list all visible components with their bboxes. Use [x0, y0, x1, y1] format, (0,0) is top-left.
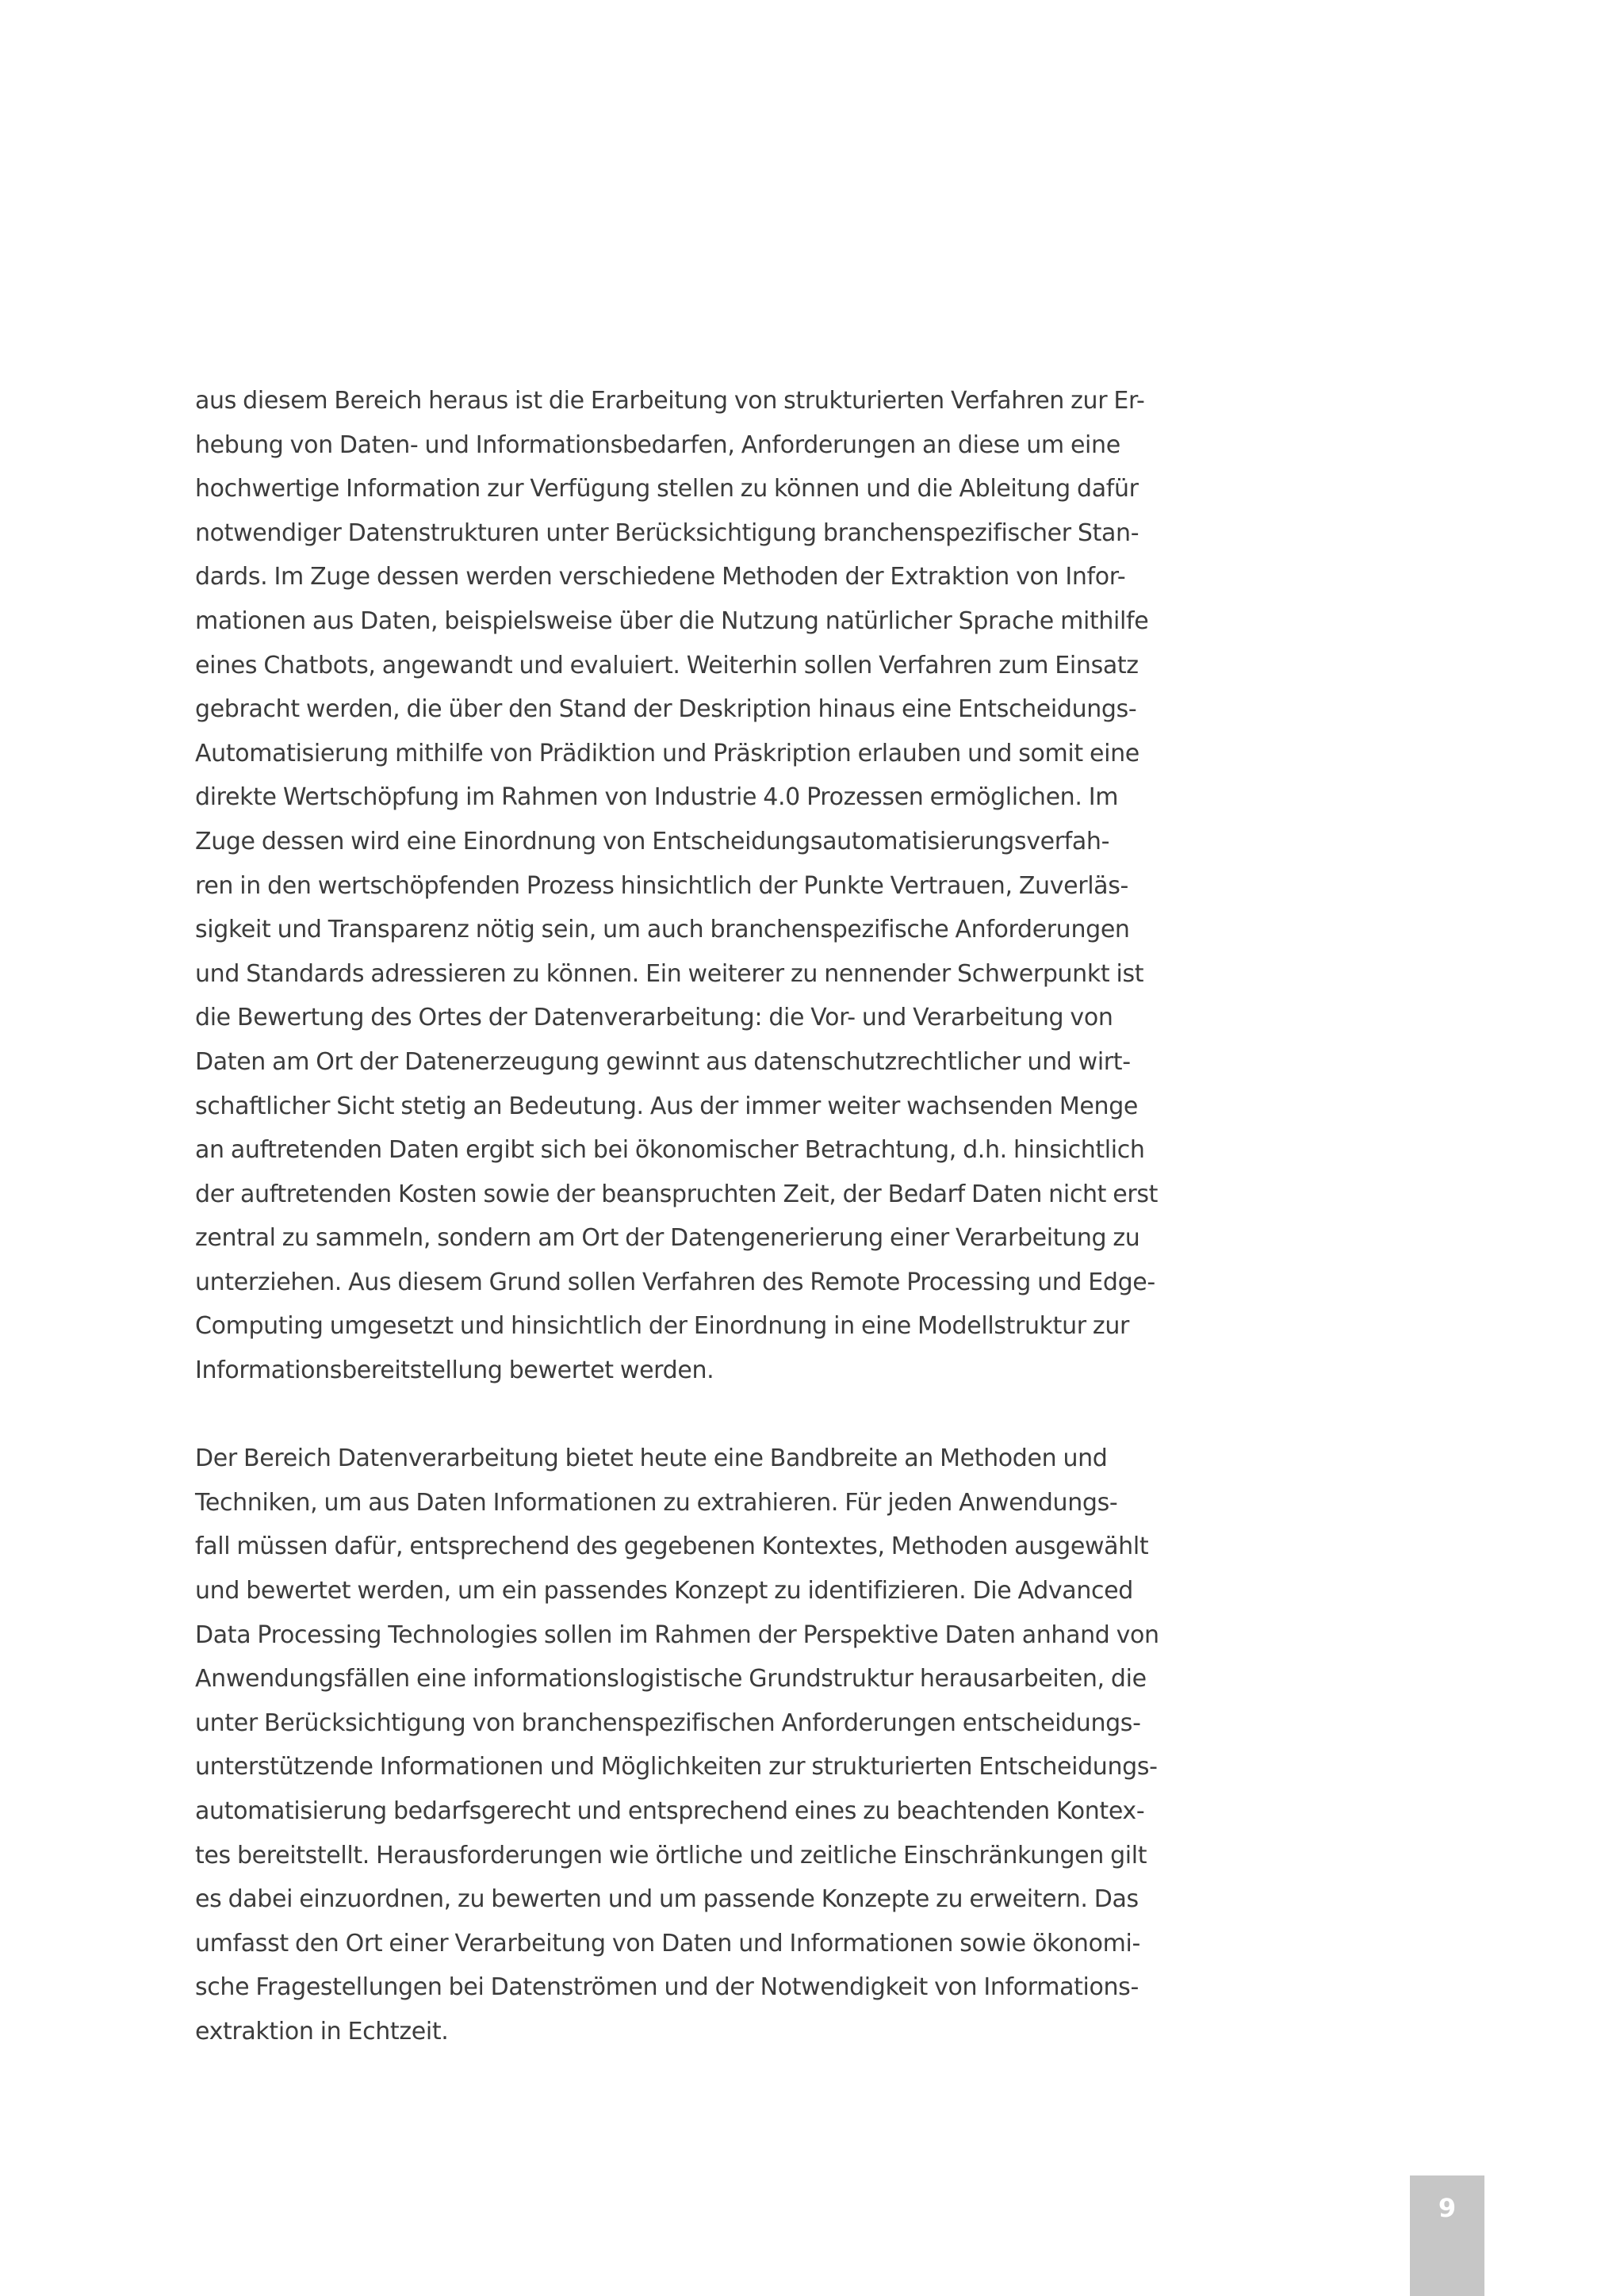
text-line: Automatisierung mithilfe von Prädiktion und Präskription erlauben und somit eine [195, 739, 1139, 767]
text-line: zentral zu sammeln, sondern am Ort der Datengenerierung einer Verarbeitung zu [195, 1224, 1140, 1253]
paragraph-1 [195, 379, 1218, 1393]
text-line: Zuge dessen wird eine Einordnung von Entscheidungsautomatisierungsverfah- [195, 827, 1110, 855]
text-line: unterstützende Informationen und Möglichkeiten zur strukturierten Entscheidungs- [195, 1753, 1158, 1781]
text-line: und Standards adressieren zu können. Ein weiterer zu nennender Schwerpunkt ist [195, 959, 1144, 988]
text-line: hebung von Daten- und Informationsbedarfen, Anforderungen an diese um eine [195, 430, 1120, 459]
text-line: die Bewertung des Ortes der Datenverarbeitung: die Vor- und Verarbeitung von [195, 1004, 1113, 1032]
text-line: Anwendungsfällen eine informationslogistische Grundstruktur herausarbeiten, die [195, 1665, 1147, 1693]
text-line: direkte Wertschöpfung im Rahmen von Industrie 4.0 Prozessen ermöglichen. Im [195, 783, 1119, 812]
text-line: aus diesem Bereich heraus ist die Erarbeitung von strukturierten Verfahren zur Er- [195, 387, 1145, 415]
text-line: unterziehen. Aus diesem Grund sollen Verfahren des Remote Processing und Edge- [195, 1268, 1155, 1296]
text-line: sche Fragestellungen bei Datenströmen und der Notwendigkeit von Informations- [195, 1973, 1139, 2002]
text-line: sigkeit und Transparenz nötig sein, um auch branchenspezifische Anforderungen [195, 916, 1130, 944]
text-line: Daten am Ort der Datenerzeugung gewinnt aus datenschutzrechtlicher und wirt- [195, 1047, 1131, 1076]
text-line: Data Processing Technologies sollen im Rahmen der Perspektive Daten anhand von [195, 1621, 1159, 1649]
text-line: eines Chatbots, angewandt und evaluiert. Weiterhin sollen Verfahren zum Einsatz [195, 651, 1139, 679]
text-line: mationen aus Daten, beispielsweise über die Nutzung natürlicher Sprache mithilfe [195, 607, 1149, 635]
text-line: an auftretenden Daten ergibt sich bei ökonomischer Betrachtung, d.h. hinsichtlich [195, 1136, 1145, 1165]
text-line: der auftretenden Kosten sowie der beanspruchten Zeit, der Bedarf Daten nicht erst [195, 1180, 1159, 1208]
paragraph-2 [195, 1437, 1218, 2053]
text-line: und bewertet werden, um ein passendes Konzept zu identifizieren. Die Advanced [195, 1577, 1133, 1605]
paragraph-spacer [195, 1393, 1218, 1437]
page-number-tab [1410, 2175, 1484, 2296]
text-line: ren in den wertschöpfenden Prozess hinsichtlich der Punkte Vertrauen, Zuverläs- [195, 871, 1128, 900]
text-line: Computing umgesetzt und hinsichtlich der Einordnung in eine Modellstruktur zur [195, 1312, 1129, 1341]
text-line: hochwertige Information zur Verfügung stellen zu können und die Ableitung dafür [195, 475, 1139, 503]
page-number: 9 [1438, 2193, 1457, 2223]
text-line: Informationsbereitstellung bewertet werden. [195, 1357, 714, 1385]
text-line: tes bereitstellt. Herausforderungen wie örtliche und zeitliche Einschränkungen gilt [195, 1841, 1147, 1869]
text-line: Der Bereich Datenverarbeitung bietet heute eine Bandbreite an Methoden und [195, 1445, 1108, 1473]
text-line: Techniken, um aus Daten Informationen zu extrahieren. Für jeden Anwendungs- [195, 1488, 1118, 1517]
text-line: schaftlicher Sicht stetig an Bedeutung. Aus der immer weiter wachsenden Menge [195, 1092, 1139, 1120]
text-line: automatisierung bedarfsgerecht und entsprechend eines zu beachtenden Kontex- [195, 1797, 1145, 1825]
body-text [195, 379, 1218, 2054]
text-line: unter Berücksichtigung von branchenspezifischen Anforderungen entscheidungs- [195, 1709, 1141, 1737]
text-line: es dabei einzuordnen, zu bewerten und um passende Konzepte zu erweitern. Das [195, 1885, 1139, 1914]
text-line: extraktion in Echtzeit. [195, 2017, 449, 2045]
text-line: notwendiger Datenstrukturen unter Berücksichtigung branchenspezifischer Stan- [195, 519, 1139, 547]
text-line: dards. Im Zuge dessen werden verschiedene Methoden der Extraktion von Infor- [195, 563, 1126, 591]
text-line: gebracht werden, die über den Stand der Deskription hinaus eine Entscheidungs- [195, 695, 1137, 724]
text-line: umfasst den Ort einer Verarbeitung von Daten und Informationen sowie ökonomi- [195, 1929, 1140, 1957]
text-line: fall müssen dafür, entsprechend des gegebenen Kontextes, Methoden ausgewählt [195, 1533, 1149, 1561]
